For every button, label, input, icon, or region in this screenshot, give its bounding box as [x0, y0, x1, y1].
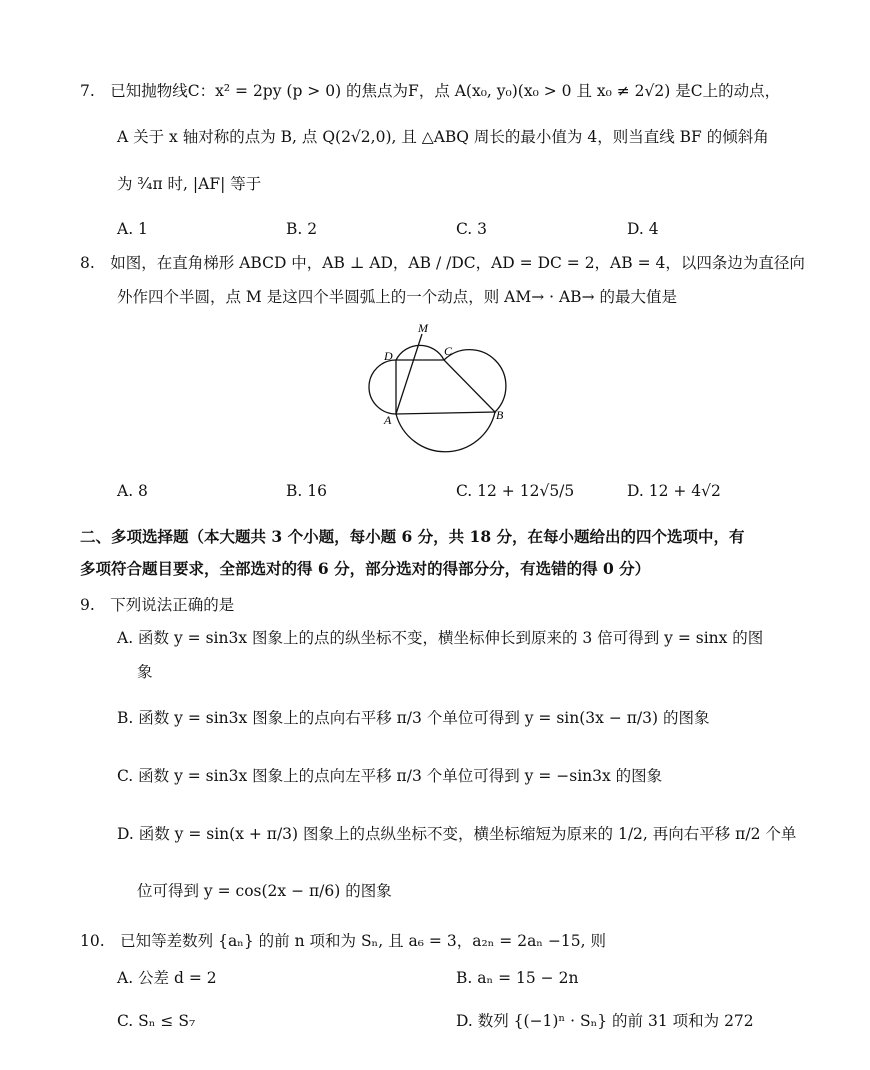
label-b: B	[496, 408, 504, 422]
q7-option-d: D. 4	[627, 220, 659, 238]
semicircle-ab	[396, 412, 495, 452]
segment-am	[396, 334, 422, 414]
label-a: A	[384, 413, 392, 427]
label-d: D	[384, 349, 393, 363]
q8-line-1: 8. 如图，在直角梯形 ABCD 中，AB ⊥ AD，AB / /DC，AD = DC = 2，AB = 4，以四条边为直径向	[80, 254, 805, 272]
q7-line-2: A 关于 x 轴对称的点为 B, 点 Q(2√2,0), 且 △ABQ 周长的最小值为 4，则当直线 BF 的倾斜角	[117, 128, 769, 146]
q10-option-c: C. Sₙ ≤ S₇	[117, 1012, 196, 1030]
q9-option-c: C. 函数 y = sin3x 图象上的点向左平移 π/3 个单位可得到 y = −sin3x 的图象	[117, 767, 663, 785]
q9-option-a-line-2: 象	[137, 663, 153, 681]
semicircle-ad	[369, 360, 396, 414]
section-2-heading-line-2: 多项符合题目要求，全部选对的得 6 分，部分选对的得部分分，有选错的得 0 分）	[80, 559, 651, 578]
q8-option-b: B. 16	[286, 482, 327, 500]
q10-option-d: D. 数列 {(−1)ⁿ · Sₙ} 的前 31 项和为 272	[456, 1012, 754, 1030]
q7-line-1: 7. 已知抛物线C：x² = 2py (p > 0) 的焦点为F，点 A(x₀, y₀)(x₀ > 0 且 x₀ ≠ 2√2) 是C上的动点，	[80, 82, 781, 100]
q7-option-c: C. 3	[456, 220, 488, 238]
q7-option-b: B. 2	[286, 220, 318, 238]
q9-option-d-line-1: D. 函数 y = sin(x + π/3) 图象上的点纵坐标不变，横坐标缩短为原来的 1/2, 再向右平移 π/2 个单	[117, 825, 797, 843]
q7-line-3: 为 ³⁄₄π 时, |AF| 等于	[117, 175, 262, 193]
q9-option-d-line-2: 位可得到 y = cos(2x − π/6) 的图象	[137, 882, 392, 900]
q8-option-c: C. 12 + 12√5/5	[456, 482, 575, 500]
q8-line-2: 外作四个半圆，点 M 是这四个半圆弧上的一个动点，则 AM→ · AB→ 的最大值是	[117, 288, 677, 306]
section-2-heading-line-1: 二、多项选择题（本大题共 3 个小题，每小题 6 分，共 18 分，在每小题给出的四个选项中，有	[80, 527, 745, 546]
q8-option-d: D. 12 + 4√2	[627, 482, 721, 500]
q9-stem: 9. 下列说法正确的是	[80, 596, 235, 614]
q8-option-a: A. 8	[117, 482, 148, 500]
q10-option-a: A. 公差 d = 2	[117, 969, 217, 987]
label-c: C	[444, 344, 453, 358]
q10-stem: 10. 已知等差数列 {aₙ} 的前 n 项和为 Sₙ, 且 a₆ = 3，a₂ₙ = 2aₙ −15, 则	[80, 932, 607, 950]
semicircle-dc	[396, 345, 444, 360]
q8-figure	[360, 318, 530, 470]
q9-option-b: B. 函数 y = sin3x 图象上的点向右平移 π/3 个单位可得到 y = sin(3x − π/3) 的图象	[117, 709, 710, 727]
semicircle-cb	[444, 350, 506, 412]
label-m: M	[418, 321, 428, 335]
q9-option-a-line-1: A. 函数 y = sin3x 图象上的点的纵坐标不变，横坐标伸长到原来的 3 倍可得到 y = sinx 的图	[117, 629, 764, 647]
q10-option-b: B. aₙ = 15 − 2n	[456, 969, 579, 987]
q7-option-a: A. 1	[117, 220, 148, 238]
